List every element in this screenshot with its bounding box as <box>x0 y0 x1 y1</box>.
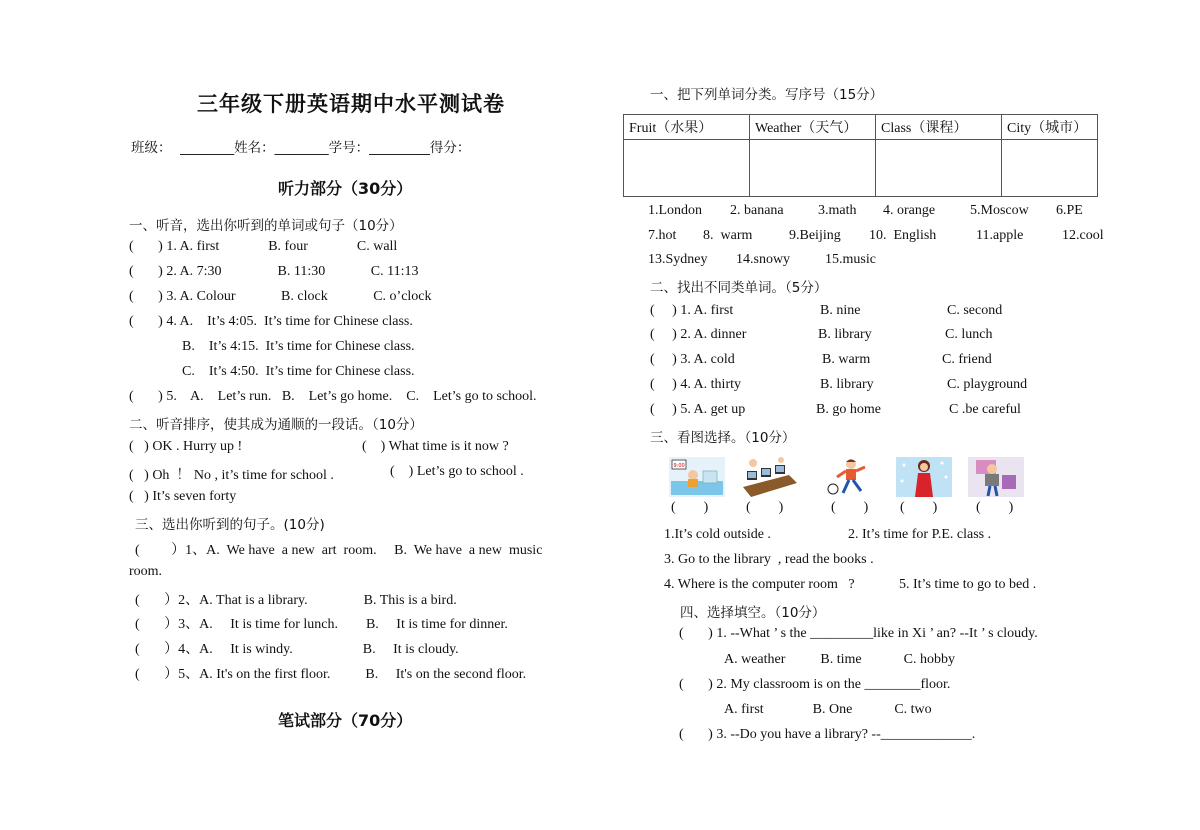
r2-q1-b: B. nine <box>820 303 861 318</box>
pic-5-answer-bracket[interactable]: ( ) <box>976 500 1014 515</box>
s2-item-4: ( ) Let’s go to school . <box>390 464 524 479</box>
r-section-4-title: 四、选择填空。（10分） <box>680 605 826 621</box>
s1-question-4-option-c: C. It’s 4:50. It’s time for Chinese class. <box>182 364 415 379</box>
pic-4-answer-bracket[interactable]: ( ) <box>900 500 938 515</box>
listening-section-header: 听力部分（30分） <box>278 179 413 198</box>
s2-item-1: ( ) OK . Hurry up ! <box>129 439 243 454</box>
header-city: City（城市） <box>1002 115 1098 140</box>
r-section-3-title: 三、看图选择。（10分） <box>650 430 796 446</box>
r2-q4-b: B. library <box>820 377 874 392</box>
page-title: 三年级下册英语期中水平测试卷 <box>197 92 505 116</box>
r2-q3-a: ( ) 3. A. cold <box>650 352 735 367</box>
s2-item-3: ( ) Oh ！ No , it’s time for school . <box>129 468 334 483</box>
word-6: 6.PE <box>1056 203 1083 218</box>
s1-question-1: ( ) 1. A. first B. four C. wall <box>129 239 398 254</box>
r2-q1-a: ( ) 1. A. first <box>650 303 734 318</box>
s3-question-1: ( ）1、A. We have a new art room. B. We have a new music <box>135 543 543 558</box>
s2-item-5: ( ) It’s seven forty <box>129 489 237 504</box>
section-3-title: 三、选出你听到的句子。(10分) <box>135 517 325 533</box>
s3-question-2: ( ）2、A. That is a library. B. This is a bird. <box>135 593 457 608</box>
answer-cell-weather[interactable] <box>750 140 876 197</box>
word-9: 9.Beijing <box>789 228 841 243</box>
r2-q5-b: B. go home <box>816 402 881 417</box>
r2-q4-a: ( ) 4. A. thirty <box>650 377 741 392</box>
word-1: 1.London <box>648 203 703 218</box>
r-section-1-title: 一、把下列单词分类。写序号（15分） <box>650 87 884 103</box>
answer-cell-class[interactable] <box>876 140 1002 197</box>
s1-question-3: ( ) 3. A. Colour B. clock C. o’clock <box>129 289 432 304</box>
r3-option-5: 5. It’s time to go to bed . <box>899 577 1037 592</box>
r4-question-1-options: A. weather B. time C. hobby <box>724 652 955 667</box>
classification-table <box>623 114 1098 197</box>
r2-q1-c: C. second <box>947 303 1003 318</box>
r-section-2-title: 二、找出不同类单词。（5分） <box>650 280 828 296</box>
s2-item-2: ( ) What time is it now ? <box>362 439 509 454</box>
r2-q2-b: B. library <box>818 327 872 342</box>
pic-2-answer-bracket[interactable]: ( ) <box>746 500 784 515</box>
word-13: 13.Sydney <box>648 252 708 267</box>
r2-q4-c: C. playground <box>947 377 1028 392</box>
answer-cell-fruit[interactable] <box>624 140 750 197</box>
header-fruit: Fruit（水果） <box>624 115 750 140</box>
word-2: 2. banana <box>730 203 784 218</box>
bed-picture <box>968 457 1024 497</box>
r4-question-3: ( ) 3. --Do you have a library? --_____________. <box>679 727 976 742</box>
word-12: 12.cool <box>1062 228 1104 243</box>
word-14: 14.snowy <box>736 252 791 267</box>
section-2-title: 二、听音排序，使其成为通顺的一段话。（10分） <box>129 417 423 433</box>
s1-question-5: ( ) 5. A. Let’s run. B. Let’s go home. C. Let’s go to school. <box>129 389 537 404</box>
s3-question-5: ( ）5、A. It's on the first floor. B. It's on the second floor. <box>135 667 527 682</box>
r2-q5-a: ( ) 5. A. get up <box>650 402 746 417</box>
word-3: 3.math <box>818 203 857 218</box>
r2-q2-a: ( ) 2. A. dinner <box>650 327 747 342</box>
s1-question-4-option-b: B. It’s 4:15. It’s time for Chinese class. <box>182 339 415 354</box>
computer-room-picture <box>741 457 797 497</box>
pic-1-answer-bracket[interactable]: ( ) <box>671 500 709 515</box>
section-1-title: 一、听音，选出你听到的单词或句子（10分） <box>129 218 403 234</box>
header-class: Class（课程） <box>876 115 1002 140</box>
r4-question-2: ( ) 2. My classroom is on the ________floor. <box>679 677 951 692</box>
s1-question-4: ( ) 4. A. It’s 4:05. It’s time for Chinese class. <box>129 314 413 329</box>
s3-question-3: ( ）3、A. It is time for lunch. B. It is time for dinner. <box>135 617 508 632</box>
r2-q3-c: C. friend <box>942 352 992 367</box>
classroom-clock-picture <box>669 457 725 497</box>
svg-text:9:00: 9:00 <box>673 463 685 469</box>
pe-class-picture <box>823 457 879 497</box>
header-weather: Weather（天气） <box>750 115 876 140</box>
word-11: 11.apple <box>976 228 1024 243</box>
writing-section-header: 笔试部分（70分） <box>278 711 413 730</box>
word-8: 8. warm <box>703 228 753 243</box>
cold-girl-picture <box>896 457 952 497</box>
s3-question-4: ( ）4、A. It is windy. B. It is cloudy. <box>135 642 459 657</box>
word-5: 5.Moscow <box>970 203 1029 218</box>
word-15: 15.music <box>825 252 876 267</box>
r3-option-4: 4. Where is the computer room ? <box>664 577 855 592</box>
r2-q5-c: C .be careful <box>949 402 1021 417</box>
pic-3-answer-bracket[interactable]: ( ) <box>831 500 869 515</box>
word-7: 7.hot <box>648 228 677 243</box>
student-info-line: 班级： ________姓名：________学号：_________得分： <box>131 140 471 156</box>
r3-option-1: 1.It’s cold outside . <box>664 527 771 542</box>
s3-question-1-cont: room. <box>129 564 163 579</box>
word-10: 10. English <box>869 228 937 243</box>
word-4: 4. orange <box>883 203 936 218</box>
r4-question-1: ( ) 1. --What ’ s the _________like in Xi ’ an? --It ’ s cloudy. <box>679 626 1038 641</box>
r2-q3-b: B. warm <box>822 352 871 367</box>
r4-question-2-options: A. first B. One C. two <box>724 702 932 717</box>
r3-option-3: 3. Go to the library , read the books . <box>664 552 874 567</box>
r2-q2-c: C. lunch <box>945 327 993 342</box>
r3-option-2: 2. It’s time for P.E. class . <box>848 527 992 542</box>
s1-question-2: ( ) 2. A. 7:30 B. 11:30 C. 11:13 <box>129 264 419 279</box>
answer-cell-city[interactable] <box>1002 140 1098 197</box>
